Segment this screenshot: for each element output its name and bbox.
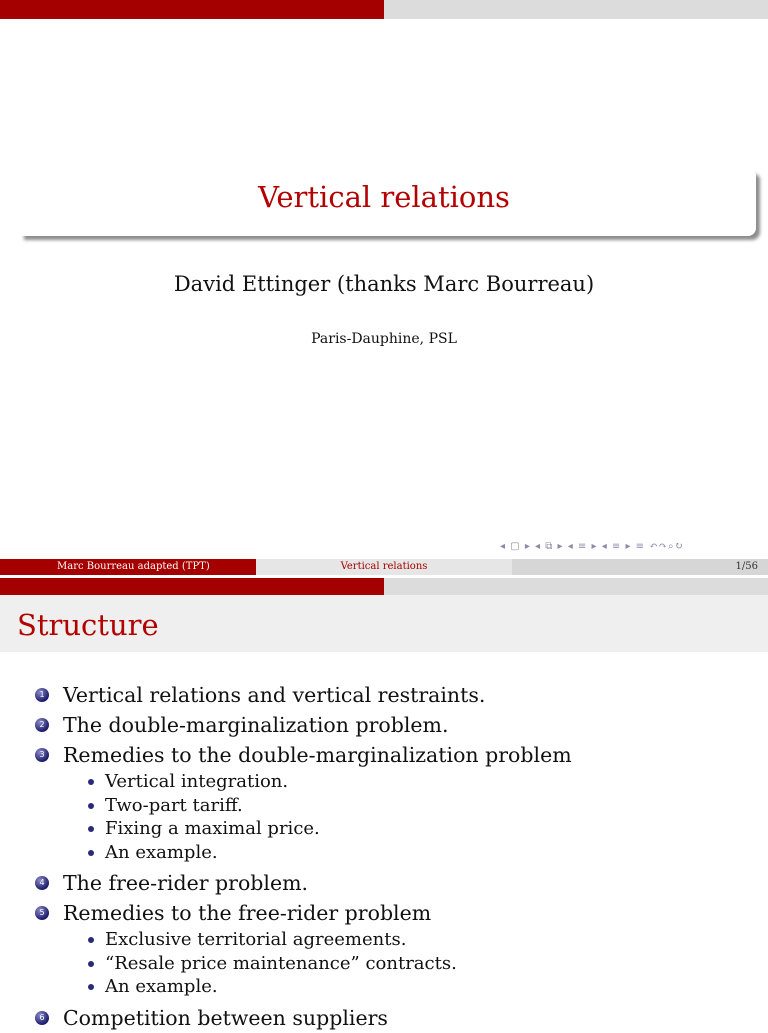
sub-list [63, 928, 768, 999]
list-item [0, 898, 768, 999]
sub-list-item-text: Exclusive territorial agreements. [105, 929, 407, 950]
bullet-icon [88, 850, 94, 856]
structure-list [0, 680, 768, 1033]
list-item-text: The free-rider problem. [63, 871, 309, 895]
sub-list-item-text: Vertical integration. [105, 771, 289, 792]
bullet-icon [88, 779, 94, 785]
enum-number-icon: 5 [35, 906, 49, 920]
bullet-icon [88, 984, 94, 990]
list-item-text: Remedies to the free-rider problem [63, 901, 432, 925]
list-item-text: Remedies to the double-marginalization problem [63, 743, 572, 767]
enum-number-icon: 6 [35, 1011, 49, 1025]
bullet-icon [88, 826, 94, 832]
enum-number-icon: 4 [35, 876, 49, 890]
list-item [0, 868, 768, 898]
bullet-icon [88, 803, 94, 809]
institute: Paris-Dauphine, PSL [311, 331, 457, 347]
sub-list-item [63, 817, 768, 841]
list-item-text: Vertical relations and vertical restraints. [63, 683, 486, 707]
presentation-title: Vertical relations [258, 180, 510, 214]
header-bar-left-2 [0, 578, 384, 595]
list-item [0, 740, 768, 864]
list-item [0, 680, 768, 710]
footline-author: Marc Bourreau adapted (TPT) [0, 559, 256, 575]
footline [0, 559, 768, 575]
author: David Ettinger (thanks Marc Bourreau) [173, 272, 595, 296]
footline-title: Vertical relations [256, 559, 512, 575]
sub-list-item [63, 952, 768, 976]
bullet-icon [88, 961, 94, 967]
sub-list-item [63, 928, 768, 952]
sub-list-item-text: An example. [105, 841, 218, 863]
list-item-text: Competition between suppliers [63, 1005, 388, 1030]
sub-list-item [63, 975, 768, 999]
sub-list-item-text: An example. [105, 976, 218, 997]
sub-list-item [63, 770, 768, 794]
sub-list-item [63, 794, 768, 818]
enum-number-icon: 1 [35, 688, 49, 702]
enum-number-icon: 3 [35, 748, 49, 762]
header-bar-left [0, 0, 384, 19]
header-bar-right-2 [384, 578, 768, 595]
sub-list-item-text: Fixing a maximal price. [105, 818, 320, 839]
beamer-navigation-icons[interactable]: ◂ ▢ ▸ ◂ ⧉ ▸ ◂ ≡ ▸ ◂ ≡ ▸ ≡ ↶↷⌕↻ [500, 541, 684, 552]
header-bar-right [384, 0, 768, 19]
footline-page: 1/56 [512, 559, 768, 575]
list-item-text: The double-marginalization problem. [63, 713, 449, 737]
sub-list-item [63, 841, 768, 865]
sub-list-item-text: “Resale price maintenance” contracts. [105, 952, 457, 974]
bullet-icon [88, 937, 94, 943]
list-item [0, 1003, 768, 1033]
sub-list [63, 770, 768, 864]
enum-number-icon: 2 [35, 718, 49, 732]
list-item [0, 710, 768, 740]
sub-list-item-text: Two-part tariff. [105, 794, 243, 816]
frame-title: Structure [17, 608, 159, 642]
